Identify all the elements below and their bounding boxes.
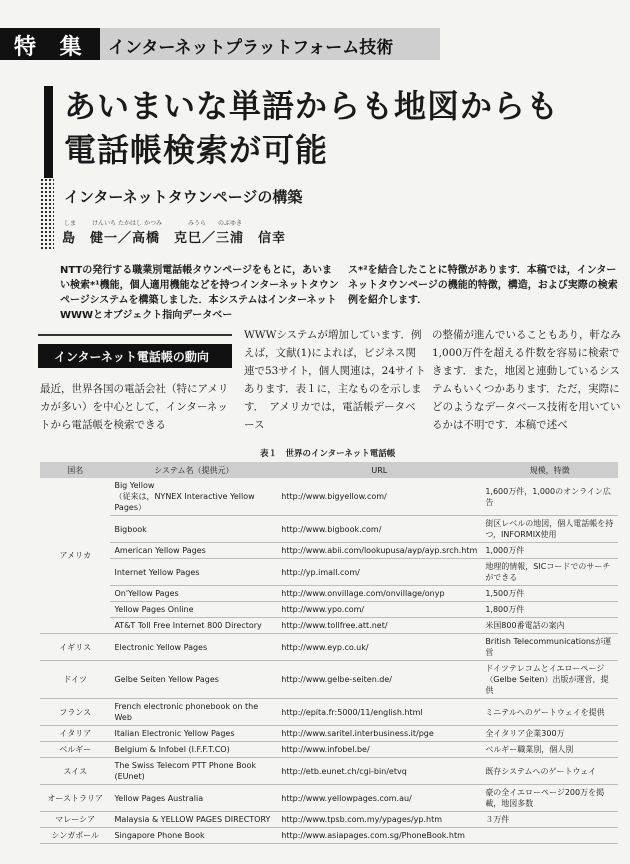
table-row xyxy=(40,618,618,634)
system-name-cell: AT&T Toll Free Internet 800 Directory xyxy=(110,618,277,634)
lead-paragraph-left: NTTの発行する職業別電話帳タウンページをもとに，あいまい検索*¹機能，個人適用機能などを持つインターネットタウンページシステムを構築しました．本システムはインターネットWWWとオブジェクト指向データベー xyxy=(60,265,339,321)
url-cell: http://www.tollfree.att.net/ xyxy=(277,618,481,634)
ruby-text: けんいち xyxy=(92,220,117,227)
feature-header xyxy=(0,28,440,60)
system-name-cell: Internet Yellow Pages xyxy=(110,559,277,586)
section-heading: インターネット電話帳の動向 xyxy=(54,350,209,364)
column-header: URL xyxy=(277,462,481,478)
title-accent-bar xyxy=(44,86,53,178)
country-cell: オーストラリア xyxy=(40,785,110,812)
country-cell: アメリカ xyxy=(40,478,110,634)
system-name-cell: American Yellow Pages xyxy=(110,543,277,559)
size-feature-cell: ドイツテレコムとイエローページ（Gelbe Seiten）出版が運営，提供 xyxy=(481,661,618,699)
country-cell: シンガポール xyxy=(40,828,110,844)
table-row xyxy=(40,602,618,618)
table-row xyxy=(40,785,618,812)
size-feature-cell: 1,800万件 xyxy=(481,602,618,618)
article-subtitle: インターネットタウンページの構築 xyxy=(64,188,303,206)
table-row xyxy=(40,828,618,844)
table-row xyxy=(40,742,618,758)
size-feature-cell: 既存システムへのゲートウェイ xyxy=(481,758,618,785)
system-name-cell: The Swiss Telecom PTT Phone Book (EUnet) xyxy=(110,758,277,785)
table-row xyxy=(40,559,618,586)
body-column-1: 最近，世界各国の電話会社（特にアメリカが多い）を中心として，インターネットから電話帳を検索できる xyxy=(40,383,229,431)
title-line-2: 電話帳検索が可能 xyxy=(64,131,329,169)
table-row xyxy=(40,543,618,559)
phone-directory-table xyxy=(40,462,618,844)
size-feature-cell: 1,500万件 xyxy=(481,586,618,602)
table-row xyxy=(40,699,618,726)
country-cell: マレーシア xyxy=(40,812,110,828)
table-header-row xyxy=(40,462,618,478)
table-row xyxy=(40,726,618,742)
system-name-cell: Belgium & Infobel (I.F.F.T.CO) xyxy=(110,742,277,758)
url-cell: http://www.abii.com/lookupusa/ayp/ayp.srch.htm xyxy=(277,543,481,559)
table-row xyxy=(40,516,618,543)
size-feature-cell: 全イタリア企業300万 xyxy=(481,726,618,742)
ruby-text: のぶゆき xyxy=(218,220,243,227)
url-cell: http://www.yellowpages.com.au/ xyxy=(277,785,481,812)
table-row xyxy=(40,661,618,699)
size-feature-cell: ミニテルへのゲートウェイを提供 xyxy=(481,699,618,726)
body-column-3: の整備が進んでいることもあり，軒なみ1,000万件を超える件数を容易に検索できます．また，地図と連動しているシステムもいくつかあります．ただ，実際にどのようなデータベース技術を用いているかは不明です．本稿で述べ xyxy=(432,329,621,431)
column-header: システム名（提供元） xyxy=(110,462,277,478)
url-cell: http://etb.eunet.ch/cgi-bin/etvq xyxy=(277,758,481,785)
section-heading-box xyxy=(38,344,232,368)
ruby-text: かつみ xyxy=(144,220,163,227)
column-header: 国名 xyxy=(40,462,110,478)
lead-paragraph-right: ス*²を結合したことに特徴があります．本稿では，インターネットタウンページの機能的特徴，構造，および実際の検索例を紹介します． xyxy=(348,265,618,306)
article-authors: 島 健一／高橋 克巳／三浦 信幸 xyxy=(62,231,287,246)
table-row xyxy=(40,812,618,828)
title-line-1: あいまいな単語からも地図からも xyxy=(64,87,560,125)
size-feature-cell: British Telecommunicationsが運営 xyxy=(481,634,618,661)
system-name-cell: Bigbook xyxy=(110,516,277,543)
ruby-text: みうら xyxy=(188,220,207,227)
system-name-cell: Electronic Yellow Pages xyxy=(110,634,277,661)
size-feature-cell: 米国800番電話の案内 xyxy=(481,618,618,634)
table-body xyxy=(40,478,618,844)
url-cell: http://www.saritel.interbusiness.it/pge xyxy=(277,726,481,742)
ruby-text: たかはし xyxy=(118,220,143,227)
country-cell: フランス xyxy=(40,699,110,726)
url-cell: http://epita.fr:5000/11/english.html xyxy=(277,699,481,726)
dotted-decoration xyxy=(40,178,54,250)
feature-title: インターネットプラットフォーム技術 xyxy=(108,38,394,58)
size-feature-cell xyxy=(481,828,618,844)
system-name-cell: Yellow Pages Australia xyxy=(110,785,277,812)
size-feature-cell: ３万件 xyxy=(481,812,618,828)
size-feature-cell: ベルギー職業別，個人別 xyxy=(481,742,618,758)
country-cell: ドイツ xyxy=(40,661,110,699)
system-name-cell: Italian Electronic Yellow Pages xyxy=(110,726,277,742)
system-name-cell: Yellow Pages Online xyxy=(110,602,277,618)
url-cell: http://www.tpsb.com.my/ypages/yp.htm xyxy=(277,812,481,828)
feature-title-box xyxy=(100,28,440,60)
column-header: 規模，特徴 xyxy=(481,462,618,478)
system-name-cell: On'Yellow Pages xyxy=(110,586,277,602)
url-cell: http://www.infobel.be/ xyxy=(277,742,481,758)
url-cell: http://www.gelbe-seiten.de/ xyxy=(277,661,481,699)
table-caption: 表１ 世界のインターネット電話帳 xyxy=(260,449,396,459)
system-name-cell: Big Yellow （従来は，NYNEX Interactive Yellow Pages） xyxy=(110,478,277,516)
section-rule xyxy=(38,334,232,336)
url-cell: http://yp.imall.com/ xyxy=(277,559,481,586)
system-name-cell: Singapore Phone Book xyxy=(110,828,277,844)
country-cell: ベルギー xyxy=(40,742,110,758)
table-row xyxy=(40,758,618,785)
table-row xyxy=(40,586,618,602)
system-name-cell: Gelbe Seiten Yellow Pages xyxy=(110,661,277,699)
country-cell: イギリス xyxy=(40,634,110,661)
size-feature-cell: 1,600万件，1,000のオンライン広告 xyxy=(481,478,618,516)
system-name-cell: French electronic phonebook on the Web xyxy=(110,699,277,726)
url-cell: http://www.onvillage.com/onvillage/onyp xyxy=(277,586,481,602)
author-ruby xyxy=(64,218,294,227)
size-feature-cell: 街区レベルの地図，個人電話帳を持つ，INFORMIX使用 xyxy=(481,516,618,543)
ruby-text: しま xyxy=(64,220,77,227)
article-title xyxy=(64,84,559,172)
country-cell: イタリア xyxy=(40,726,110,742)
body-column-2: WWWシステムが増加しています．例えば，文献(1)によれば，ビジネス関連で53サイト，個人関連は，24サイトあります．表１に，主なものを示します． アメリカでは，電話帳データベース xyxy=(244,329,426,431)
url-cell: http://www.ypo.com/ xyxy=(277,602,481,618)
size-feature-cell: 豪の全イエローページ200万を掲載，地図多数 xyxy=(481,785,618,812)
url-cell: http://www.bigyellow.com/ xyxy=(277,478,481,516)
table-row xyxy=(40,634,618,661)
url-cell: http://www.asiapages.com.sg/PhoneBook.htm xyxy=(277,828,481,844)
url-cell: http://www.eyp.co.uk/ xyxy=(277,634,481,661)
table-row xyxy=(40,478,618,516)
size-feature-cell: 1,000万件 xyxy=(481,543,618,559)
system-name-cell: Malaysia & YELLOW PAGES DIRECTORY xyxy=(110,812,277,828)
size-feature-cell: 地理的情報，SICコードでのサーチができる xyxy=(481,559,618,586)
country-cell: スイス xyxy=(40,758,110,785)
url-cell: http://www.bigbook.com/ xyxy=(277,516,481,543)
feature-label: 特 集 xyxy=(14,34,90,60)
